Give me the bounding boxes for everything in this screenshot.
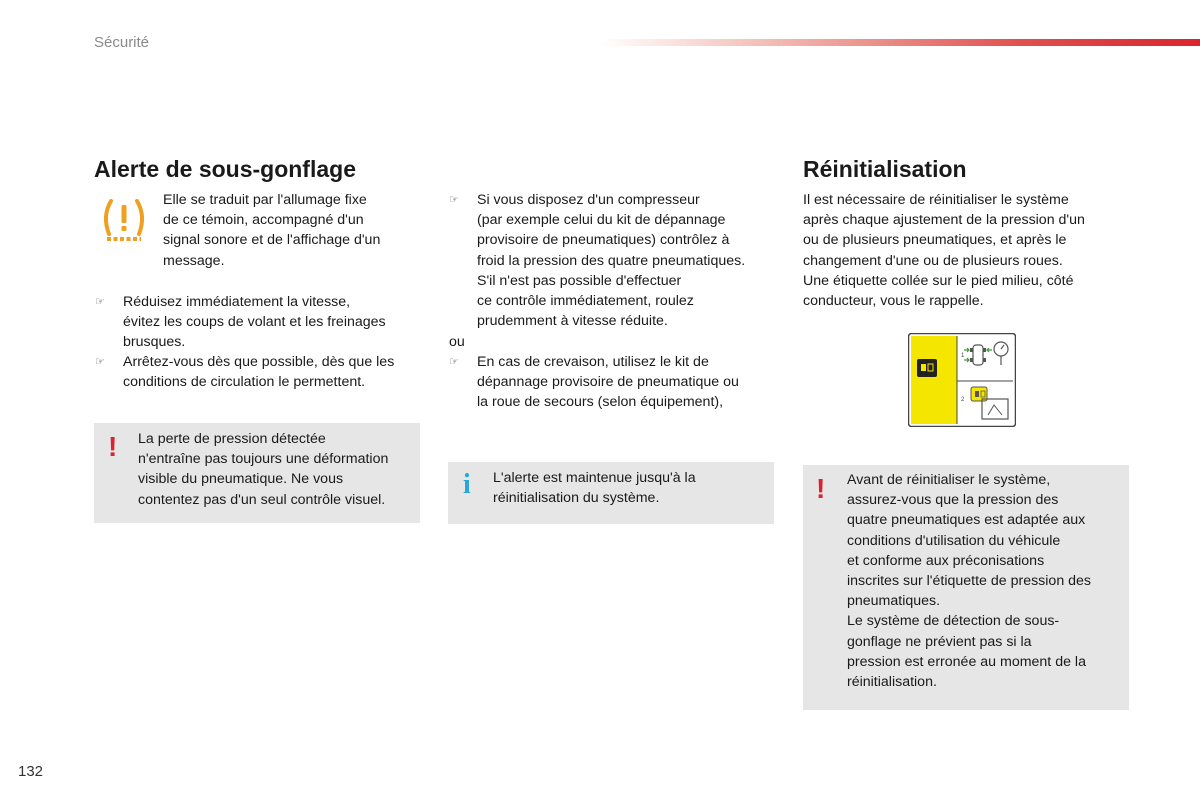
text-line: assurez-vous que la pression des — [847, 492, 1059, 509]
reset-title: Réinitialisation — [803, 156, 967, 182]
hand-pointer-icon: ☞ — [449, 194, 459, 206]
text-line: message. — [163, 252, 225, 269]
text-line: et conforme aux préconisations — [847, 552, 1045, 569]
info-note — [448, 462, 774, 524]
text-line: inscrites sur l'étiquette de pression des — [847, 573, 1092, 590]
text-line: changement d'une ou de plusieurs roues. — [803, 252, 1063, 269]
text-line: Réduisez immédiatement la vitesse, — [123, 294, 351, 310]
text-line: S'il n'est pas possible d'effectuer — [477, 272, 682, 289]
hand-pointer-icon: ☞ — [449, 356, 459, 368]
text-line: visible du pneumatique. Ne vous — [138, 471, 344, 488]
note-text — [138, 429, 388, 510]
text-line: Si vous disposez d'un compresseur — [477, 192, 700, 208]
text-line: de ce témoin, accompagné d'un — [163, 212, 364, 229]
text-line: quatre pneumatiques est adaptée aux — [847, 512, 1086, 529]
page-number: 132 — [18, 763, 44, 780]
bullet-compressor — [449, 190, 746, 331]
text-line: Le système de détection de sous- — [847, 613, 1060, 630]
hand-pointer-icon: ☞ — [95, 356, 105, 368]
section-label: Sécurité — [94, 34, 150, 51]
text-line: La perte de pression détectée — [138, 431, 326, 447]
text-line: n'entraîne pas toujours une déformation — [138, 451, 389, 468]
alert-title: Alerte de sous-gonflage — [94, 156, 356, 182]
reset-paragraph — [803, 190, 1085, 311]
text-line: réinitialisation du système. — [493, 490, 660, 507]
text-line: froid la pression des quatre pneumatiques. — [477, 252, 746, 269]
text-line: (par exemple celui du kit de dépannage — [477, 212, 726, 229]
exclamation-icon: ! — [108, 431, 118, 462]
text-line: gonflage ne prévient pas si la — [847, 633, 1032, 650]
label-row-number: 1 — [961, 353, 965, 359]
note-text — [847, 470, 1091, 692]
note-text — [493, 468, 696, 508]
text-line: pression est erronée au moment de la — [847, 653, 1086, 670]
text-line: contentez pas d'un seul contrôle visuel. — [138, 491, 386, 508]
text-line: réinitialisation. — [847, 674, 937, 691]
text-line: En cas de crevaison, utilisez le kit de — [477, 354, 709, 370]
bullet-reduce-speed — [95, 292, 386, 353]
exclamation-icon: ! — [816, 473, 826, 504]
tire-pressure-warning-icon — [99, 196, 149, 246]
text-line: provisoire de pneumatiques) contrôlez à — [477, 232, 730, 249]
hand-pointer-icon: ☞ — [95, 296, 105, 308]
text-line: la roue de secours (selon équipement), — [477, 394, 724, 411]
warning-note-left — [94, 423, 420, 523]
text-line: dépannage provisoire de pneumatique ou — [477, 374, 739, 391]
text-line: conditions de circulation le permettent. — [123, 374, 366, 391]
bullet-puncture — [449, 352, 739, 413]
text-line: signal sonore et de l'affichage d'un — [163, 232, 381, 249]
text-line: ce contrôle immédiatement, roulez — [477, 293, 694, 310]
text-line: ou de plusieurs pneumatiques, et après le — [803, 232, 1067, 249]
or-text: ou — [449, 334, 465, 350]
tire-pressure-label-illustration — [908, 333, 1016, 427]
text-line: conducteur, vous le rappelle. — [803, 293, 984, 310]
text-line: Arrêtez-vous dès que possible, dès que les — [123, 354, 395, 370]
text-line: Avant de réinitialiser le système, — [847, 472, 1051, 488]
text-line: pneumatiques. — [847, 593, 941, 610]
warning-note-right — [803, 465, 1129, 710]
label-row-number: 2 — [961, 397, 965, 403]
text-line: après chaque ajustement de la pression d'un — [803, 212, 1085, 229]
text-line: Une étiquette collée sur le pied milieu, côté — [803, 272, 1074, 289]
text-line: brusques. — [123, 334, 186, 351]
text-line: Elle se traduit par l'allumage fixe — [163, 192, 367, 208]
text-line: prudemment à vitesse réduite. — [477, 313, 668, 330]
bullet-stop — [95, 352, 395, 392]
alert-intro — [163, 190, 380, 271]
header-accent-bar — [600, 39, 1200, 46]
text-line: conditions d'utilisation du véhicule — [847, 532, 1061, 549]
text-line: L'alerte est maintenue jusqu'à la — [493, 470, 696, 486]
text-line: évitez les coups de volant et les freinages — [123, 314, 386, 331]
info-icon: i — [463, 469, 471, 500]
text-line: Il est nécessaire de réinitialiser le système — [803, 192, 1069, 208]
